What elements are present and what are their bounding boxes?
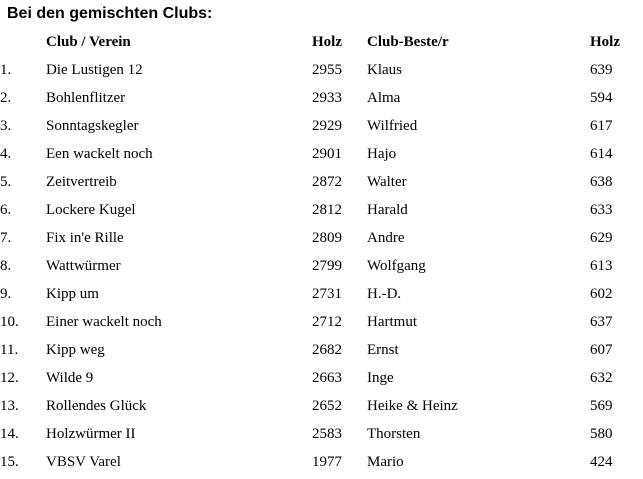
club-holz-cell: 2955 — [312, 62, 342, 78]
club-name-cell: VBSV Varel — [46, 454, 121, 470]
best-holz-cell: 632 — [590, 370, 613, 386]
club-name-cell: Sonntagskegler — [46, 118, 139, 134]
club-ranking-table — [0, 28, 643, 476]
rank-cell: 1. — [0, 62, 12, 78]
club-holz-cell: 2929 — [312, 118, 342, 134]
best-player-cell: Hartmut — [367, 314, 417, 330]
rank-cell: 8. — [0, 258, 12, 274]
club-name-cell: Een wackelt noch — [46, 146, 153, 162]
best-player-cell: Walter — [367, 174, 407, 190]
rank-cell: 12. — [0, 370, 19, 386]
best-holz-cell: 614 — [590, 146, 613, 162]
table-row — [0, 420, 643, 448]
best-holz-cell: 638 — [590, 174, 613, 190]
club-name-cell: Bohlenflitzer — [46, 90, 126, 106]
best-holz-cell: 613 — [590, 258, 613, 274]
club-holz-cell: 2933 — [312, 90, 342, 106]
best-holz-cell: 639 — [590, 62, 613, 78]
best-player-cell: Klaus — [367, 62, 402, 78]
club-name-cell: Die Lustigen 12 — [46, 62, 143, 78]
club-name-cell: Zeitvertreib — [46, 174, 117, 190]
rank-cell: 11. — [0, 342, 19, 358]
table-row — [0, 84, 643, 112]
best-holz-cell: 580 — [590, 426, 613, 442]
best-holz-cell: 633 — [590, 202, 613, 218]
best-player-cell: Wolfgang — [367, 258, 426, 274]
club-holz-cell: 2652 — [312, 398, 342, 414]
club-holz-cell: 1977 — [312, 454, 342, 470]
table-row — [0, 448, 643, 476]
club-name-cell: Holzwürmer II — [46, 426, 136, 442]
header-rank — [0, 28, 46, 56]
club-holz-cell: 2731 — [312, 286, 342, 302]
rank-cell: 4. — [0, 146, 12, 162]
club-holz-cell: 2872 — [312, 174, 342, 190]
table-row — [0, 336, 643, 364]
table-row — [0, 56, 643, 84]
club-holz-cell: 2682 — [312, 342, 342, 358]
table-row — [0, 364, 643, 392]
table-row — [0, 196, 643, 224]
best-holz-cell: 629 — [590, 230, 613, 246]
best-holz-cell: 637 — [590, 314, 613, 330]
club-name-cell: Kipp um — [46, 286, 99, 302]
table-row — [0, 224, 643, 252]
best-player-cell: Hajo — [367, 146, 397, 162]
club-name-cell: Lockere Kugel — [46, 202, 136, 218]
best-holz-cell: 424 — [590, 454, 613, 470]
rank-cell: 7. — [0, 230, 12, 246]
club-name-cell: Einer wackelt noch — [46, 314, 162, 330]
club-name-cell: Kipp weg — [46, 342, 105, 358]
table-row — [0, 140, 643, 168]
best-player-cell: Thorsten — [367, 426, 421, 442]
rank-cell: 9. — [0, 286, 12, 302]
club-name-cell: Fix in'e Rille — [46, 230, 124, 246]
rank-cell: 2. — [0, 90, 12, 106]
best-holz-cell: 569 — [590, 398, 613, 414]
club-holz-cell: 2583 — [312, 426, 342, 442]
best-player-cell: Alma — [367, 90, 401, 106]
header-club-best: Club-Beste/r — [367, 34, 449, 50]
club-name-cell: Rollendes Glück — [46, 398, 147, 414]
best-holz-cell: 607 — [590, 342, 613, 358]
best-holz-cell: 594 — [590, 90, 613, 106]
rank-cell: 14. — [0, 426, 19, 442]
table-row — [0, 280, 643, 308]
best-player-cell: Andre — [367, 230, 405, 246]
section-heading: Bei den gemischten Clubs: — [7, 5, 213, 22]
rank-cell: 5. — [0, 174, 12, 190]
best-player-cell: H.-D. — [367, 286, 402, 302]
table-header-row — [0, 28, 643, 56]
club-holz-cell: 2812 — [312, 202, 342, 218]
header-holz-club: Holz — [312, 34, 342, 50]
best-player-cell: Inge — [367, 370, 394, 386]
best-player-cell: Wilfried — [367, 118, 418, 134]
table-body — [0, 56, 643, 476]
best-holz-cell: 602 — [590, 286, 613, 302]
best-player-cell: Harald — [367, 202, 408, 218]
best-player-cell: Ernst — [367, 342, 399, 358]
table-row — [0, 252, 643, 280]
header-club: Club / Verein — [46, 34, 131, 50]
club-holz-cell: 2809 — [312, 230, 342, 246]
rank-cell: 10. — [0, 314, 19, 330]
rank-cell: 15. — [0, 454, 19, 470]
club-holz-cell: 2712 — [312, 314, 342, 330]
rank-cell: 13. — [0, 398, 19, 414]
best-player-cell: Mario — [367, 454, 404, 470]
best-player-cell: Heike & Heinz — [367, 398, 458, 414]
rank-cell: 3. — [0, 118, 12, 134]
table-row — [0, 168, 643, 196]
table-row — [0, 392, 643, 420]
header-holz-best: Holz — [590, 34, 620, 50]
club-holz-cell: 2799 — [312, 258, 342, 274]
rank-cell: 6. — [0, 202, 12, 218]
club-name-cell: Wattwürmer — [46, 258, 121, 274]
table-row — [0, 308, 643, 336]
club-holz-cell: 2901 — [312, 146, 342, 162]
table-row — [0, 112, 643, 140]
club-holz-cell: 2663 — [312, 370, 342, 386]
best-holz-cell: 617 — [590, 118, 613, 134]
club-name-cell: Wilde 9 — [46, 370, 94, 386]
